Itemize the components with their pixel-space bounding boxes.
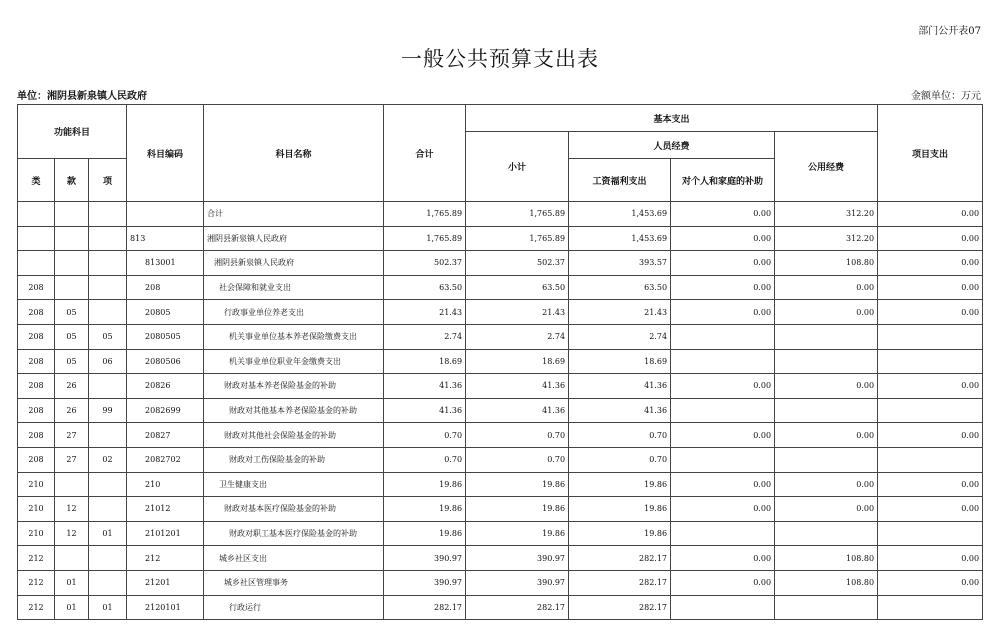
- cell-kuan: [55, 251, 89, 276]
- cell-name: 机关事业单位职业年金缴费支出: [204, 349, 384, 374]
- cell-code: 20805: [127, 300, 204, 325]
- cell-project: 0.00: [878, 472, 983, 497]
- cell-total: 63.50: [384, 275, 466, 300]
- cell-name: 湘阴县新泉镇人民政府: [204, 251, 384, 276]
- cell-name: 财政对基本医疗保险基金的补助: [204, 497, 384, 522]
- header-total: 合计: [384, 105, 466, 202]
- cell-wages: 18.69: [569, 349, 671, 374]
- table-row: [18, 202, 983, 227]
- cell-kuan: [55, 275, 89, 300]
- cell-subtotal: 41.36: [466, 374, 569, 399]
- cell-code: 2082702: [127, 447, 204, 472]
- cell-wages: 1,453.69: [569, 226, 671, 251]
- cell-wages: 41.36: [569, 374, 671, 399]
- cell-wages: 19.86: [569, 521, 671, 546]
- cell-subtotal: 18.69: [466, 349, 569, 374]
- cell-name: 财政对职工基本医疗保险基金的补助: [204, 521, 384, 546]
- cell-subsidy: [671, 595, 775, 620]
- table-row: [18, 226, 983, 251]
- cell-wages: 0.70: [569, 423, 671, 448]
- cell-name: 财政对其他社会保险基金的补助: [204, 423, 384, 448]
- cell-lei: 208: [18, 349, 55, 374]
- cell-xiang: [89, 251, 127, 276]
- cell-total: 1,765.89: [384, 226, 466, 251]
- cell-subtotal: 390.97: [466, 570, 569, 595]
- cell-lei: [18, 226, 55, 251]
- table-row: [18, 497, 983, 522]
- cell-lei: 208: [18, 275, 55, 300]
- cell-code: 2080505: [127, 324, 204, 349]
- cell-subsidy: [671, 324, 775, 349]
- cell-public: [775, 398, 878, 423]
- cell-code: 2082699: [127, 398, 204, 423]
- header-subject-code: 科目编码: [127, 105, 204, 202]
- table-row: [18, 349, 983, 374]
- table-row: [18, 398, 983, 423]
- table-row: [18, 570, 983, 595]
- cell-total: 41.36: [384, 398, 466, 423]
- cell-wages: 2.74: [569, 324, 671, 349]
- header-basic-expenditure: 基本支出: [466, 105, 878, 132]
- cell-kuan: 05: [55, 300, 89, 325]
- cell-project: 0.00: [878, 275, 983, 300]
- cell-total: 390.97: [384, 570, 466, 595]
- cell-subtotal: 502.37: [466, 251, 569, 276]
- cell-project: [878, 447, 983, 472]
- header-subsidy: 对个人和家庭的补助: [671, 159, 775, 202]
- table-row: [18, 324, 983, 349]
- cell-code: 813: [127, 226, 204, 251]
- table-row: [18, 546, 983, 571]
- cell-subtotal: 63.50: [466, 275, 569, 300]
- cell-wages: 393.57: [569, 251, 671, 276]
- cell-subsidy: [671, 349, 775, 374]
- cell-lei: 212: [18, 595, 55, 620]
- cell-total: 0.70: [384, 447, 466, 472]
- cell-subtotal: 2.74: [466, 324, 569, 349]
- cell-subtotal: 0.70: [466, 447, 569, 472]
- cell-subsidy: [671, 447, 775, 472]
- cell-xiang: [89, 546, 127, 571]
- cell-project: [878, 349, 983, 374]
- cell-subtotal: 390.97: [466, 546, 569, 571]
- cell-xiang: [89, 497, 127, 522]
- table-row: [18, 423, 983, 448]
- table-row: [18, 374, 983, 399]
- cell-lei: 208: [18, 324, 55, 349]
- cell-project: [878, 595, 983, 620]
- page-title: 一般公共预算支出表: [401, 47, 599, 71]
- cell-wages: 19.86: [569, 497, 671, 522]
- cell-code: 2101201: [127, 521, 204, 546]
- cell-project: 0.00: [878, 202, 983, 227]
- cell-xiang: [89, 275, 127, 300]
- cell-xiang: 99: [89, 398, 127, 423]
- cell-lei: 208: [18, 447, 55, 472]
- cell-code: 2120101: [127, 595, 204, 620]
- cell-code: 21201: [127, 570, 204, 595]
- cell-project: 0.00: [878, 251, 983, 276]
- cell-subsidy: 0.00: [671, 275, 775, 300]
- cell-wages: 1,453.69: [569, 202, 671, 227]
- cell-public: 312.20: [775, 202, 878, 227]
- cell-lei: 208: [18, 398, 55, 423]
- table-row: [18, 595, 983, 620]
- cell-lei: 212: [18, 546, 55, 571]
- cell-xiang: 01: [89, 521, 127, 546]
- cell-code: 20826: [127, 374, 204, 399]
- cell-subtotal: 19.86: [466, 472, 569, 497]
- cell-public: 108.80: [775, 251, 878, 276]
- cell-subsidy: 0.00: [671, 546, 775, 571]
- form-number: 部门公开表07: [918, 26, 981, 37]
- cell-xiang: [89, 472, 127, 497]
- header-lei: 类: [18, 159, 55, 202]
- cell-project: 0.00: [878, 226, 983, 251]
- cell-project: 0.00: [878, 374, 983, 399]
- cell-total: 41.36: [384, 374, 466, 399]
- cell-name: 湘阴县新泉镇人民政府: [204, 226, 384, 251]
- cell-subsidy: 0.00: [671, 423, 775, 448]
- cell-total: 502.37: [384, 251, 466, 276]
- cell-public: [775, 447, 878, 472]
- cell-subtotal: 41.36: [466, 398, 569, 423]
- cell-kuan: 27: [55, 423, 89, 448]
- header-subtotal: 小计: [466, 132, 569, 202]
- cell-subsidy: 0.00: [671, 570, 775, 595]
- cell-public: 108.80: [775, 570, 878, 595]
- header-function-subject: 功能科目: [18, 105, 127, 159]
- table-row: [18, 472, 983, 497]
- cell-public: 0.00: [775, 300, 878, 325]
- cell-total: 390.97: [384, 546, 466, 571]
- cell-project: [878, 521, 983, 546]
- cell-total: 21.43: [384, 300, 466, 325]
- header-wages: 工资福利支出: [569, 159, 671, 202]
- cell-subtotal: 21.43: [466, 300, 569, 325]
- cell-lei: 212: [18, 570, 55, 595]
- cell-subtotal: 1,765.89: [466, 226, 569, 251]
- cell-subtotal: 282.17: [466, 595, 569, 620]
- cell-project: 0.00: [878, 423, 983, 448]
- cell-code: 2080506: [127, 349, 204, 374]
- cell-lei: 208: [18, 300, 55, 325]
- table-body: [18, 202, 983, 620]
- cell-lei: 210: [18, 521, 55, 546]
- cell-public: 0.00: [775, 423, 878, 448]
- amount-unit-label: 金额单位：万元: [911, 91, 981, 102]
- cell-xiang: 01: [89, 595, 127, 620]
- cell-xiang: [89, 300, 127, 325]
- cell-public: 312.20: [775, 226, 878, 251]
- cell-public: 108.80: [775, 546, 878, 571]
- cell-total: 19.86: [384, 472, 466, 497]
- cell-xiang: 05: [89, 324, 127, 349]
- header-personnel: 人员经费: [569, 132, 775, 159]
- cell-kuan: 26: [55, 398, 89, 423]
- cell-name: 社会保障和就业支出: [204, 275, 384, 300]
- cell-project: 0.00: [878, 300, 983, 325]
- cell-wages: 282.17: [569, 595, 671, 620]
- header-kuan: 款: [55, 159, 89, 202]
- table-row: [18, 521, 983, 546]
- header-public-funds: 公用经费: [775, 132, 878, 202]
- cell-kuan: 01: [55, 570, 89, 595]
- cell-name: 机关事业单位基本养老保险缴费支出: [204, 324, 384, 349]
- cell-public: [775, 521, 878, 546]
- cell-subsidy: 0.00: [671, 251, 775, 276]
- cell-total: 282.17: [384, 595, 466, 620]
- cell-kuan: 05: [55, 324, 89, 349]
- cell-public: [775, 324, 878, 349]
- cell-kuan: 12: [55, 521, 89, 546]
- expenditure-table: [17, 104, 983, 620]
- cell-wages: 41.36: [569, 398, 671, 423]
- cell-kuan: 12: [55, 497, 89, 522]
- cell-kuan: [55, 202, 89, 227]
- cell-project: 0.00: [878, 546, 983, 571]
- cell-project: [878, 398, 983, 423]
- cell-name: 行政事业单位养老支出: [204, 300, 384, 325]
- cell-name: 财政对工伤保险基金的补助: [204, 447, 384, 472]
- cell-kuan: 26: [55, 374, 89, 399]
- cell-total: 2.74: [384, 324, 466, 349]
- cell-wages: 282.17: [569, 570, 671, 595]
- cell-kuan: 27: [55, 447, 89, 472]
- cell-kuan: 05: [55, 349, 89, 374]
- cell-xiang: [89, 202, 127, 227]
- cell-project: 0.00: [878, 570, 983, 595]
- cell-xiang: [89, 423, 127, 448]
- cell-kuan: [55, 472, 89, 497]
- cell-wages: 21.43: [569, 300, 671, 325]
- cell-public: 0.00: [775, 497, 878, 522]
- cell-xiang: [89, 374, 127, 399]
- cell-code: 208: [127, 275, 204, 300]
- cell-subsidy: 0.00: [671, 374, 775, 399]
- cell-subtotal: 19.86: [466, 497, 569, 522]
- table-row: [18, 447, 983, 472]
- cell-name: 城乡社区支出: [204, 546, 384, 571]
- unit-label: 单位：湘阴县新泉镇人民政府: [17, 91, 147, 102]
- cell-code: [127, 202, 204, 227]
- cell-code: 813001: [127, 251, 204, 276]
- cell-lei: [18, 202, 55, 227]
- cell-subsidy: [671, 521, 775, 546]
- cell-wages: 19.86: [569, 472, 671, 497]
- cell-code: 21012: [127, 497, 204, 522]
- cell-public: 0.00: [775, 275, 878, 300]
- cell-lei: [18, 251, 55, 276]
- table-row: [18, 275, 983, 300]
- cell-total: 19.86: [384, 521, 466, 546]
- cell-name: 城乡社区管理事务: [204, 570, 384, 595]
- cell-public: 0.00: [775, 374, 878, 399]
- header-subject-name: 科目名称: [204, 105, 384, 202]
- cell-code: 20827: [127, 423, 204, 448]
- cell-public: [775, 595, 878, 620]
- cell-name: 行政运行: [204, 595, 384, 620]
- cell-total: 18.69: [384, 349, 466, 374]
- cell-wages: 282.17: [569, 546, 671, 571]
- cell-lei: 208: [18, 423, 55, 448]
- cell-subtotal: 1,765.89: [466, 202, 569, 227]
- cell-subsidy: 0.00: [671, 202, 775, 227]
- cell-name: 卫生健康支出: [204, 472, 384, 497]
- cell-public: [775, 349, 878, 374]
- cell-project: [878, 324, 983, 349]
- cell-kuan: [55, 226, 89, 251]
- cell-name: 合计: [204, 202, 384, 227]
- cell-xiang: [89, 570, 127, 595]
- cell-public: 0.00: [775, 472, 878, 497]
- cell-lei: 208: [18, 374, 55, 399]
- cell-code: 212: [127, 546, 204, 571]
- cell-code: 210: [127, 472, 204, 497]
- cell-subsidy: [671, 398, 775, 423]
- cell-total: 19.86: [384, 497, 466, 522]
- cell-kuan: 01: [55, 595, 89, 620]
- cell-wages: 63.50: [569, 275, 671, 300]
- cell-subsidy: 0.00: [671, 300, 775, 325]
- cell-lei: 210: [18, 472, 55, 497]
- cell-wages: 0.70: [569, 447, 671, 472]
- table-row: [18, 300, 983, 325]
- cell-xiang: [89, 226, 127, 251]
- cell-kuan: [55, 546, 89, 571]
- cell-name: 财政对其他基本养老保险基金的补助: [204, 398, 384, 423]
- cell-subsidy: 0.00: [671, 497, 775, 522]
- cell-subsidy: 0.00: [671, 472, 775, 497]
- cell-xiang: 06: [89, 349, 127, 374]
- cell-project: 0.00: [878, 497, 983, 522]
- cell-name: 财政对基本养老保险基金的补助: [204, 374, 384, 399]
- cell-subsidy: 0.00: [671, 226, 775, 251]
- cell-lei: 210: [18, 497, 55, 522]
- cell-total: 1,765.89: [384, 202, 466, 227]
- cell-subtotal: 19.86: [466, 521, 569, 546]
- cell-subtotal: 0.70: [466, 423, 569, 448]
- table-row: [18, 251, 983, 276]
- cell-xiang: 02: [89, 447, 127, 472]
- header-xiang: 项: [89, 159, 127, 202]
- cell-total: 0.70: [384, 423, 466, 448]
- header-project-expenditure: 项目支出: [878, 105, 983, 202]
